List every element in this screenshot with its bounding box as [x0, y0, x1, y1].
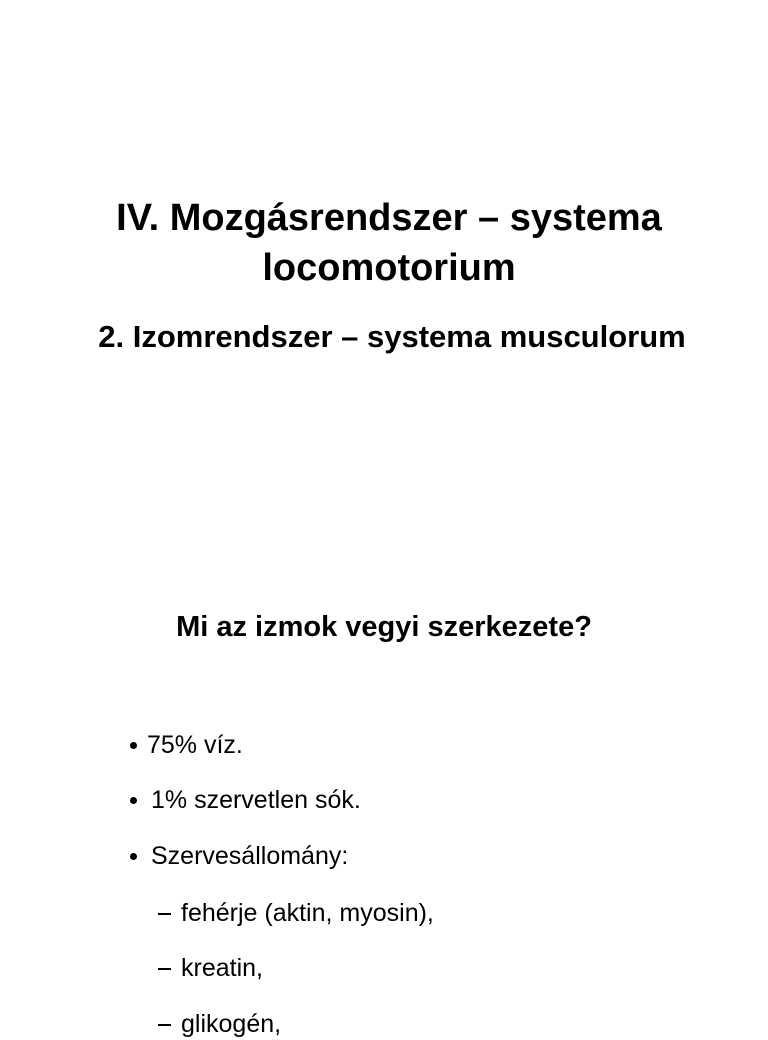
dash-icon [158, 1024, 171, 1026]
sub-bullet-text: kreatin, [181, 954, 263, 982]
question-heading: Mi az izmok vegyi szerkezete? [176, 611, 592, 643]
bullet-item [130, 784, 361, 816]
sub-bullet-text: fehérje (aktin, myosin), [181, 899, 434, 927]
main-title-line-1: IV. Mozgásrendszer – systema [116, 197, 662, 239]
sub-bullet-item [158, 952, 263, 984]
sub-bullet-item [158, 897, 434, 929]
sub-bullet-item [158, 1008, 281, 1040]
dash-icon [158, 968, 171, 970]
subtitle: 2. Izomrendszer – systema musculorum [98, 319, 686, 354]
bullet-dot-icon [130, 742, 137, 749]
bullet-item [130, 729, 243, 761]
main-title [0, 193, 768, 293]
bullet-dot-icon [130, 853, 137, 860]
bullet-text: 75% víz. [147, 731, 243, 759]
bullet-item [130, 840, 348, 872]
main-title-line-2: locomotorium [262, 247, 516, 289]
bullet-text: 1% szervetlen sók. [151, 786, 361, 814]
bullet-dot-icon [130, 797, 137, 804]
bullet-text: Szervesállomány: [151, 842, 349, 870]
dash-icon [158, 913, 171, 915]
sub-bullet-text: glikogén, [181, 1010, 282, 1038]
content-slide [0, 520, 768, 1038]
